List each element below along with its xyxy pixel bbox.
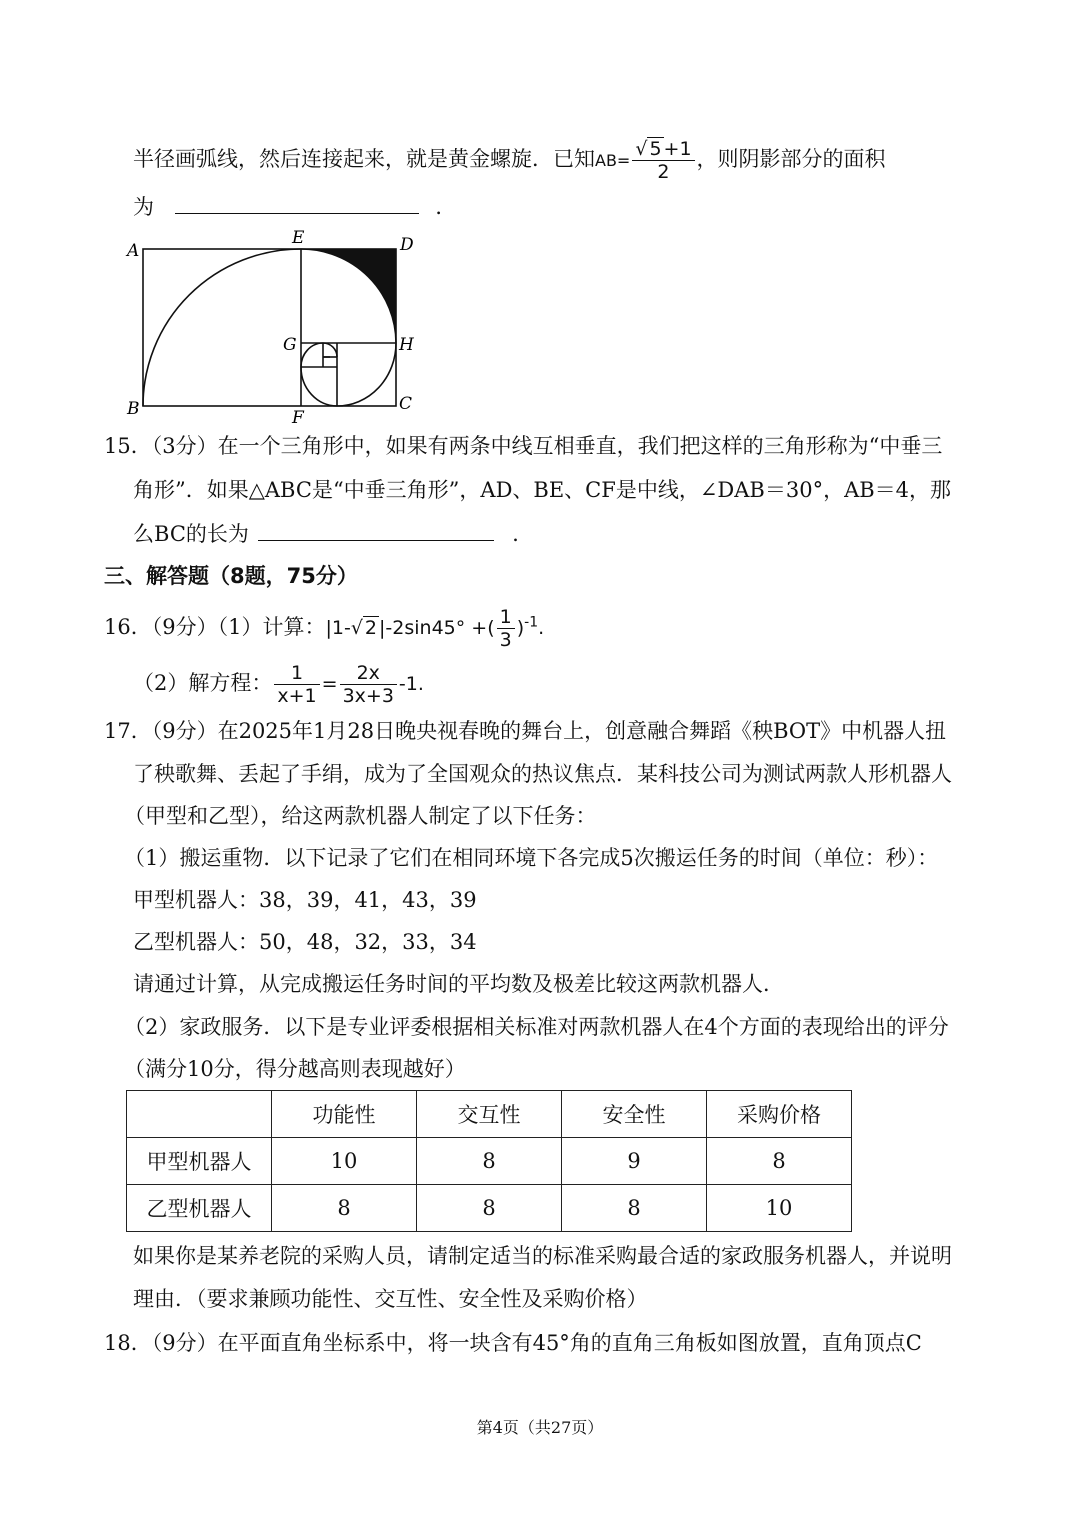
q16-p1-prefix: 16．（9分）（1）计算： xyxy=(104,615,326,639)
table-cell: 甲型机器人 xyxy=(127,1138,272,1185)
table-header-cell: 采购价格 xyxy=(707,1091,852,1138)
q18-line-1: 18．（9分）在平面直角坐标系中，将一块含有45°角的直角三角板如图放置，直角顶点C xyxy=(104,1331,922,1355)
q15-line3-text: 么BC的长为 xyxy=(133,522,249,546)
q16-p1-close: ) xyxy=(516,617,525,639)
q16-l-den: x+1 xyxy=(277,685,317,707)
q17-line-9: （满分10分，得分越高则表现越好） xyxy=(124,1057,466,1081)
q16-right-fraction xyxy=(340,662,397,707)
q16-r-num: 2x xyxy=(340,662,397,685)
table-cell: 10 xyxy=(707,1185,852,1232)
q15-line-1: 15．（3分）在一个三角形中，如果有两条中线互相垂直，我们把这样的三角形称为“中垂三 xyxy=(104,434,943,458)
q16-equals: = xyxy=(321,673,338,695)
q14-frac-den: 2 xyxy=(657,161,670,183)
q16-p1-end: . xyxy=(538,617,545,639)
label-F: F xyxy=(292,408,304,428)
table-cell: 乙型机器人 xyxy=(127,1185,272,1232)
q16-frac-num: 1 xyxy=(497,606,515,629)
q17-line-5: 甲型机器人：38，39，41，43，39 xyxy=(133,888,477,912)
page-footer: 第4页（共27页） xyxy=(476,1418,604,1437)
q16-part-2 xyxy=(133,662,424,707)
q16-p1-math xyxy=(325,606,545,651)
q16-left-fraction xyxy=(274,662,319,707)
q16-one-third xyxy=(497,606,515,651)
table-row xyxy=(127,1185,852,1232)
q17-line-4: （1）搬运重物．以下记录了它们在相同环境下各完成5次搬运任务的时间（单位：秒）： xyxy=(124,846,939,870)
outer-rectangle xyxy=(143,249,396,406)
q16-exponent: -1 xyxy=(524,614,539,631)
table-header-cell: 交互性 xyxy=(417,1091,562,1138)
q16-sqrt-radicand: 2 xyxy=(364,617,378,639)
label-B: B xyxy=(127,399,140,419)
spiral-arc-5 xyxy=(301,343,323,367)
q14-line1-tail: ，则阴影部分的面积 xyxy=(696,147,886,171)
q14-line-2 xyxy=(133,192,456,222)
q16-part-1 xyxy=(104,606,544,651)
sqrt-symbol: √ 5 xyxy=(635,138,662,160)
q17-line-6: 乙型机器人：50，48，32，33，34 xyxy=(133,930,477,954)
q16-p2-prefix: （2）解方程： xyxy=(133,671,273,695)
q17-line-1: 17．（9分）在2025年1月28日晚央视春晚的舞台上，创意融合舞蹈《秧BOT》中机器人扭 xyxy=(104,719,947,743)
table-cell: 10 xyxy=(272,1138,417,1185)
q15-line3-end: ． xyxy=(512,522,534,546)
q16-p2-math xyxy=(272,662,424,707)
section-heading: 三、解答题（8题，75分） xyxy=(104,564,358,588)
q17-line-2: 了秧歌舞、丢起了手绢，成为了全国观众的热议焦点．某科技公司为测试两款人形机器人 xyxy=(133,762,952,786)
label-C: C xyxy=(399,394,413,414)
q17-line-7: 请通过计算，从完成搬运任务时间的平均数及极差比较这两款机器人． xyxy=(133,972,784,996)
label-E: E xyxy=(292,228,305,248)
q15-line-2: 角形”．如果△ABC是“中垂三角形”，AD、BE、CF是中线，∠DAB＝30°，AB＝4，那 xyxy=(133,478,952,502)
table-header-cell: 功能性 xyxy=(272,1091,417,1138)
spiral-arc-1 xyxy=(143,249,301,406)
table-cell: 8 xyxy=(272,1185,417,1232)
label-D: D xyxy=(400,235,414,255)
sqrt-symbol: √ 2 xyxy=(350,617,378,639)
q16-p2-tail: -1. xyxy=(398,673,424,695)
q16-frac-den: 3 xyxy=(499,629,512,651)
q16-abs-open: |1- xyxy=(325,617,351,639)
q14-line1-text: 半径画弧线，然后连接起来，就是黄金螺旋．已知 xyxy=(133,147,595,171)
q14-golden-fraction xyxy=(632,138,694,183)
scores-table xyxy=(126,1090,852,1232)
q17-line-3: （甲型和乙型），给这两款机器人制定了以下任务： xyxy=(124,804,597,828)
table-row xyxy=(127,1138,852,1185)
label-G: G xyxy=(283,335,297,355)
q14-ab-prefix: AB= xyxy=(595,151,631,170)
shaded-region xyxy=(301,249,396,343)
q17-line-11: 理由．（要求兼顾功能性、交互性、安全性及采购价格） xyxy=(133,1287,648,1311)
label-A: A xyxy=(127,241,140,261)
table-header-cell xyxy=(127,1091,272,1138)
table-cell: 8 xyxy=(417,1138,562,1185)
answer-blank[interactable] xyxy=(258,522,494,541)
table-cell: 8 xyxy=(562,1185,707,1232)
golden-spiral-figure xyxy=(120,228,430,428)
q17-line-10: 如果你是某养老院的采购人员，请制定适当的标准采购最合适的家政服务机器人，并说明 xyxy=(133,1244,952,1268)
table-header-row xyxy=(127,1091,852,1138)
q16-l-num: 1 xyxy=(274,662,319,685)
q15-line-3 xyxy=(133,519,533,549)
label-H: H xyxy=(399,335,414,355)
table-header-cell: 安全性 xyxy=(562,1091,707,1138)
table-cell: 9 xyxy=(562,1138,707,1185)
q16-r-den: 3x+3 xyxy=(342,685,394,707)
q14-line2-text: 为 xyxy=(133,195,154,219)
q14-sqrt-radicand: 5 xyxy=(649,138,662,160)
q14-line2-end: ． xyxy=(435,195,457,219)
spiral-arc-4 xyxy=(301,367,337,406)
table-cell: 8 xyxy=(707,1138,852,1185)
spiral-arc-3 xyxy=(337,343,396,406)
spiral-arc-6 xyxy=(323,343,337,357)
q17-line-8: （2）家政服务．以下是专业评委根据相关标准对两款机器人在4个方面的表现给出的评分 xyxy=(124,1015,949,1039)
answer-blank[interactable] xyxy=(175,195,419,214)
table-cell: 8 xyxy=(417,1185,562,1232)
q14-frac-num-rest: +1 xyxy=(663,138,692,160)
q14-line-1 xyxy=(133,138,886,183)
q16-p1-rest: |-2sin45° +( xyxy=(379,617,495,639)
